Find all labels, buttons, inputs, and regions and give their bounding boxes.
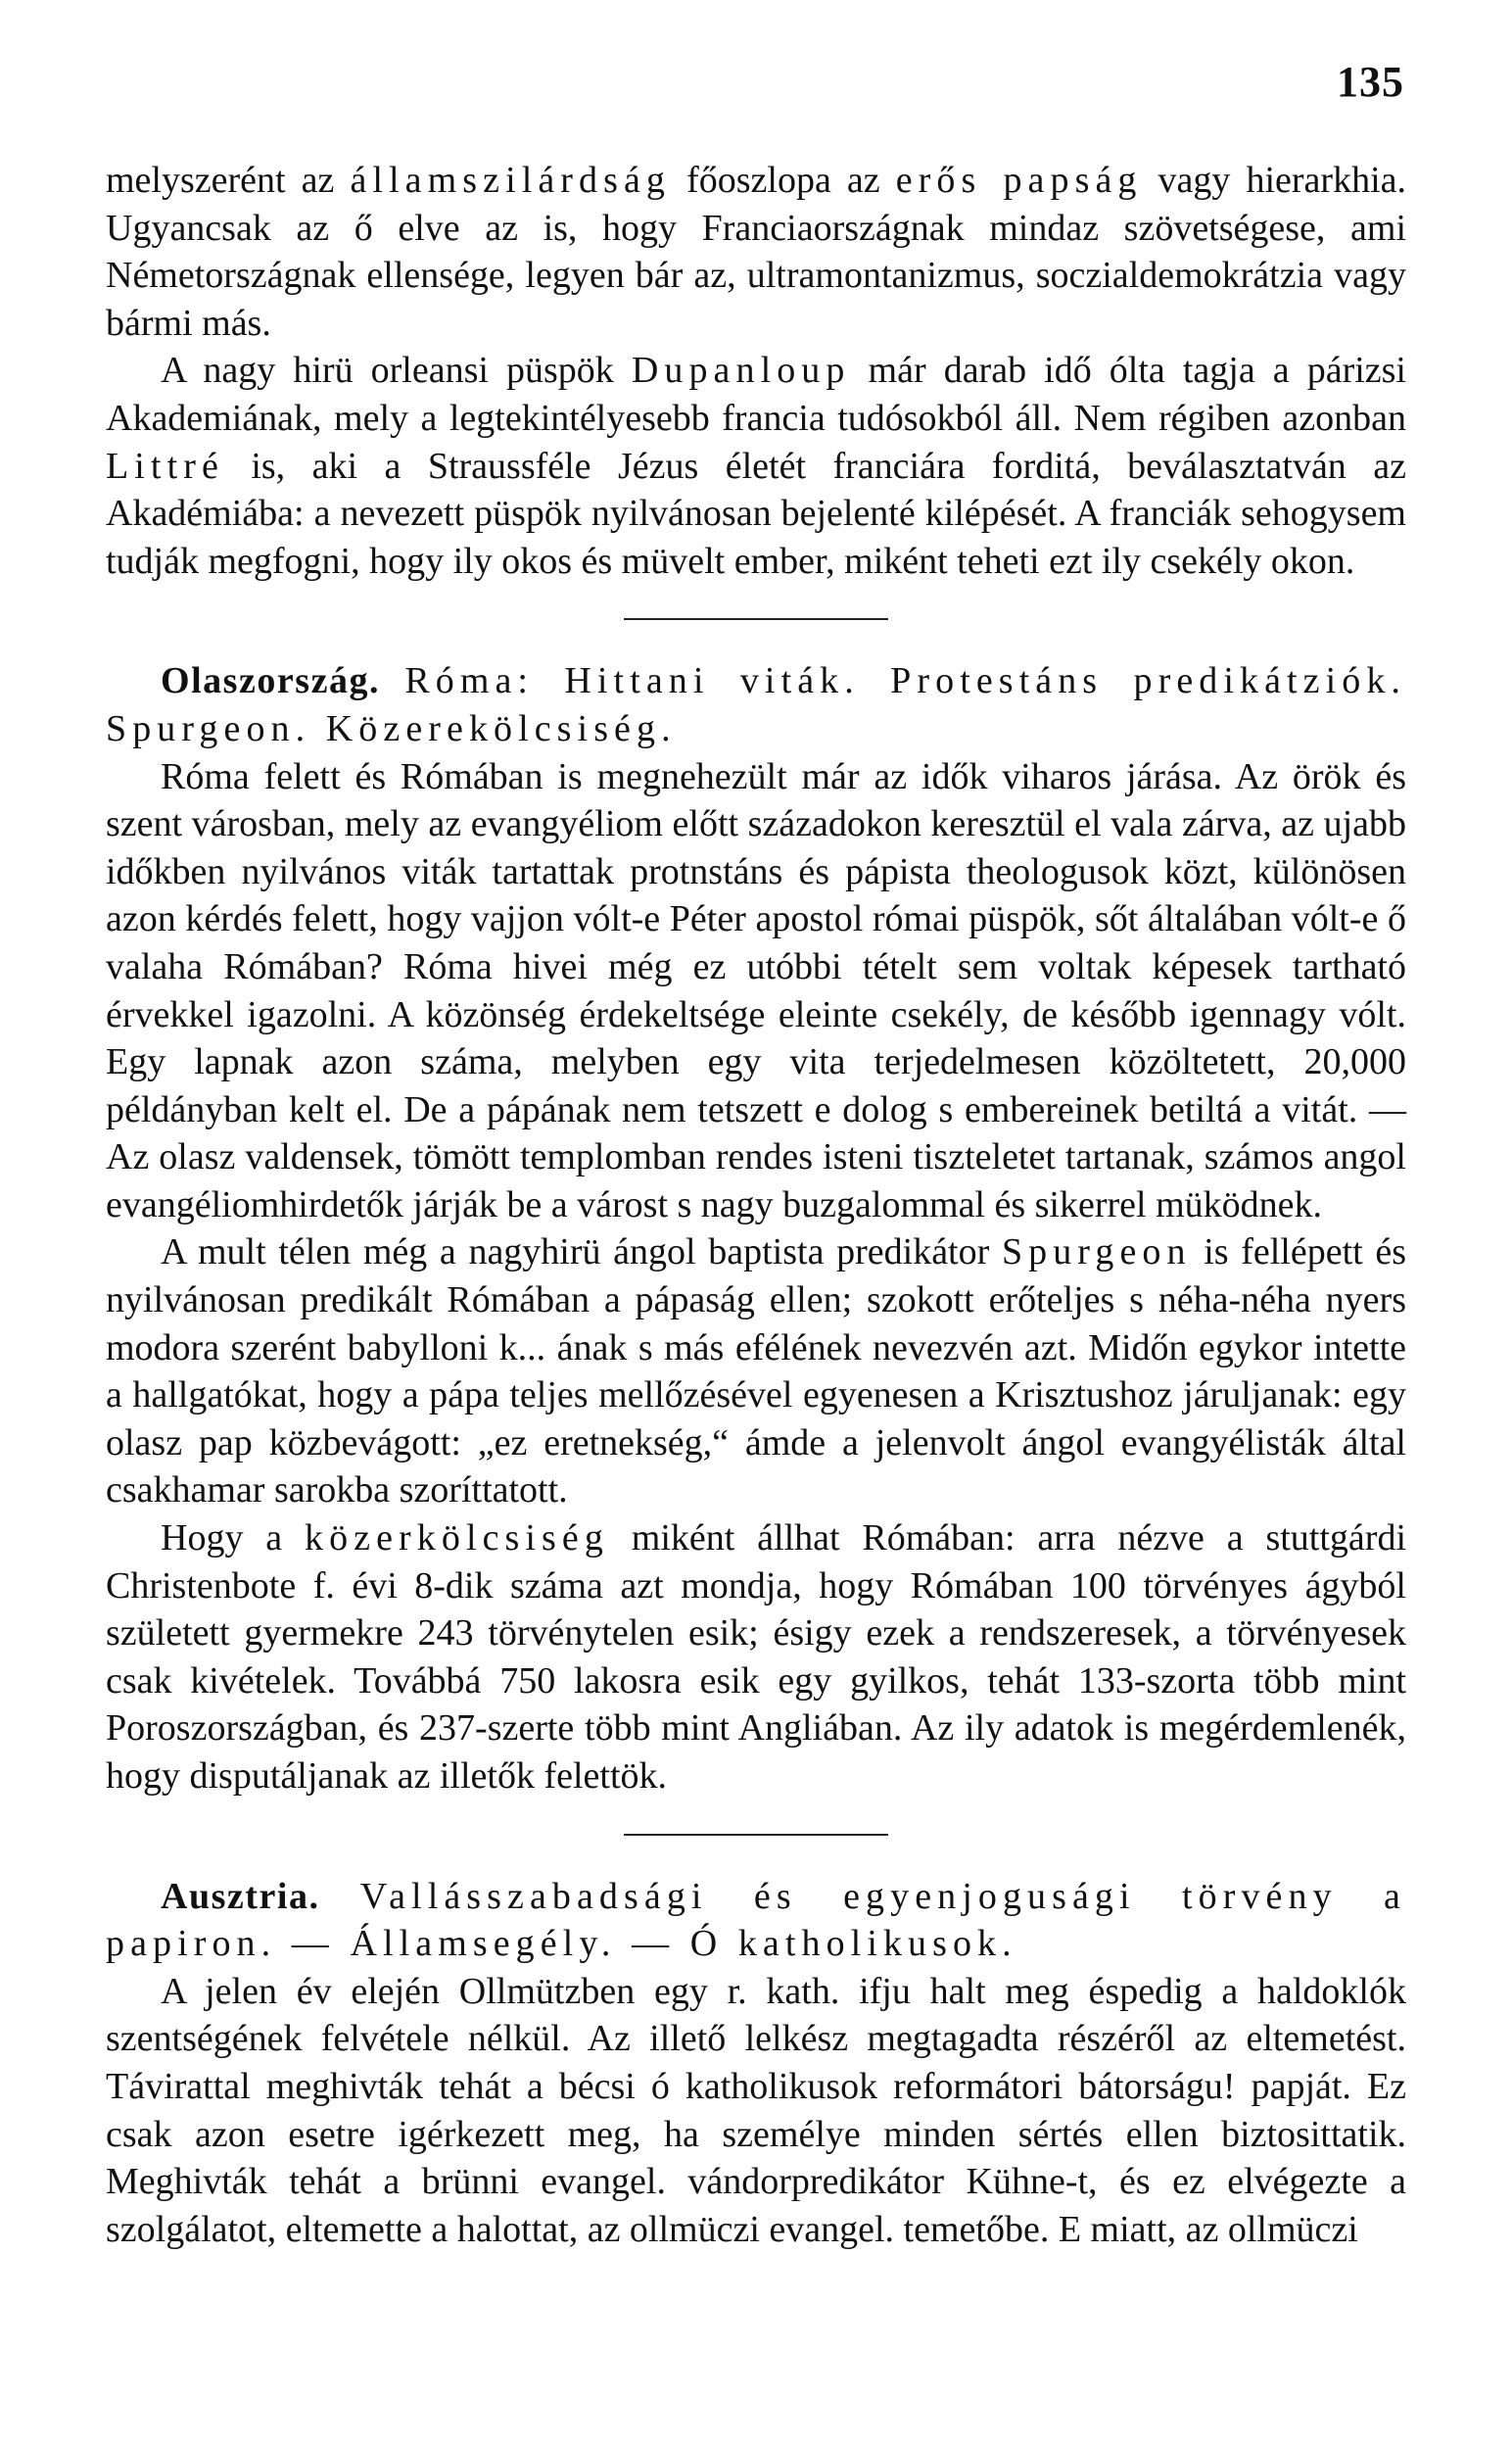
section-italy <box>106 657 1406 1799</box>
paragraph <box>106 347 1406 585</box>
section-heading: Olaszország. <box>161 660 381 702</box>
text-run: Hogy a <box>161 1517 305 1559</box>
text-run: Róma felett és Rómában is megnehezült már az idők viharos járása. Az örök és szent városban, mely az evangyéliom előtt századokon keresztül el vala zárva, az ujabb időkben nyilvános viták tartattak protnstáns és pápista theologusok közt, különösen azon kérdés felett, hogy vajjon vólt-e Péter apostol római püspök, sőt általában vólt-e ő valaha Rómában? Róma hivei még ez utóbbi tételt sem voltak képesek tartható érvekkel igazolni. A közönség érdekeltsége eleinte csekély, de később igennagy vólt. Egy lapnak azon száma, melyben egy vita terjedelmesen közöltetett, 20,000 példányban kelt el. De a pápának nem tetszett e dolog s embereinek betiltá a vitát. — Az olasz valdensek, tömött templomban rendes isteni tiszteletet tartanak, számos angol evangéliomhirdetők járják be a várost s nagy buzgalommal és sikerrel müködnek. <box>106 755 1406 1225</box>
paragraph <box>106 157 1406 347</box>
spaced-text: erős papság <box>895 160 1143 201</box>
text-run: A mult télen még a nagyhirü ángol baptista predikátor <box>161 1231 1002 1273</box>
section-header <box>106 1873 1406 1968</box>
paragraph <box>106 1968 1406 2254</box>
text-run: melyszerént az <box>106 160 351 201</box>
text-run: vagy hierarkhia. Ugyancsak az ő elve az is, hogy Franciaországnak mindaz szövetségese, ami Németországnak ellensége, legyen bár az, ultramontanizmus, soczialdemokrátzia vagy bármi más. <box>106 160 1406 344</box>
section-austria <box>106 1873 1406 2254</box>
text-run: miként állhat Rómában: arra nézve a stuttgárdi Christenbote f. évi 8-dik száma azt mondja, hogy Rómában 100 törvényes ágyból született gyermekre 243 törvénytelen esik; ésigy ezek a rendszeresek, a törvényesek csak kivételek. Továbbá 750 lakosra esik egy gyilkos, tehát 133-szorta több mint Poroszországban, és 237-szerte több mint Angliában. Az ily adatok is megérdemlenék, hogy disputáljanak az illetők felettök. <box>106 1517 1407 1797</box>
text-run: már darab idő ólta tagja a párizsi Akademiának, mely a legtekintélyesebb francia tudósokból áll. Nem régiben azonban <box>106 350 1406 439</box>
section-header <box>106 657 1406 752</box>
text-run: A jelen év elején Ollmützben egy r. kath. ifju halt meg éspedig a haldoklók szentségének felvétele nélkül. Az illető lelkész megtagadta részéről az eltemetést. Távirattal meghivták tehát a bécsi ó katholikusok reformátori bátorságu! papját. Ez csak azon esetre igérkezett meg, ha személye minden sértés ellen biztosittatik. Meghivták tehát a brünni evangel. vándorpredikátor Kühne-t, és ez elvégezte a szolgálatot, eltemette a halottat, az ollmüczi evangel. temetőbe. E miatt, az ollmüczi <box>106 1970 1406 2250</box>
section-heading: Ausztria. <box>161 1875 320 1917</box>
spaced-text: Dupanloup <box>631 350 851 392</box>
intro-text <box>106 157 1406 585</box>
text-run: főoszlopa az <box>671 160 896 201</box>
spaced-text: közerkölcsiség <box>305 1517 609 1559</box>
text-run: is fellépett és nyilvánosan predikált Rómában a pápaság ellen; szokott erőteljes s néha-néha nyers modora szerént babylloni k... ának s más efélének nevezvén azt. Midőn egykor intette a hallgatókat, hogy a pápa teljes mellőzésével egyenesen a Krisztushoz járuljanak: egy olasz pap közbevágott: „ez eretnekség,“ ámde a jelenvolt ángol evangyélisták által csakhamar sarokba szoríttatott. <box>106 1231 1407 1511</box>
spaced-text: államszilárdság <box>350 160 672 201</box>
section-subtitle: Vallásszabadsági és egyenjogusági törvény a papiron. — Államsegély. — Ó katholikusok. <box>106 1875 1406 1965</box>
spaced-text: Littré <box>106 445 224 487</box>
paragraph <box>106 753 1406 1229</box>
text-run: A nagy hirü orleansi püspök <box>161 350 632 392</box>
section-subtitle: Róma: Hittani viták. Protestáns predikátziók. Spurgeon. Közerekölcsiség. <box>106 660 1406 749</box>
paragraph <box>106 1514 1406 1800</box>
spaced-text: Spurgeon <box>1001 1231 1192 1273</box>
paragraph <box>106 1228 1406 1514</box>
page-number: 135 <box>1337 58 1404 106</box>
section-divider <box>624 618 888 620</box>
text-run: is, aki a Straussféle Jézus életét franciára forditá, beválasztatván az Akadémiába: a nevezett püspök nyilvánosan bejelenté kilépését. A franciák sehogysem tudják megfogni, hogy ily okos és müvelt ember, miként teheti ezt ily csekély okon. <box>106 445 1406 582</box>
section-divider <box>624 1834 888 1836</box>
